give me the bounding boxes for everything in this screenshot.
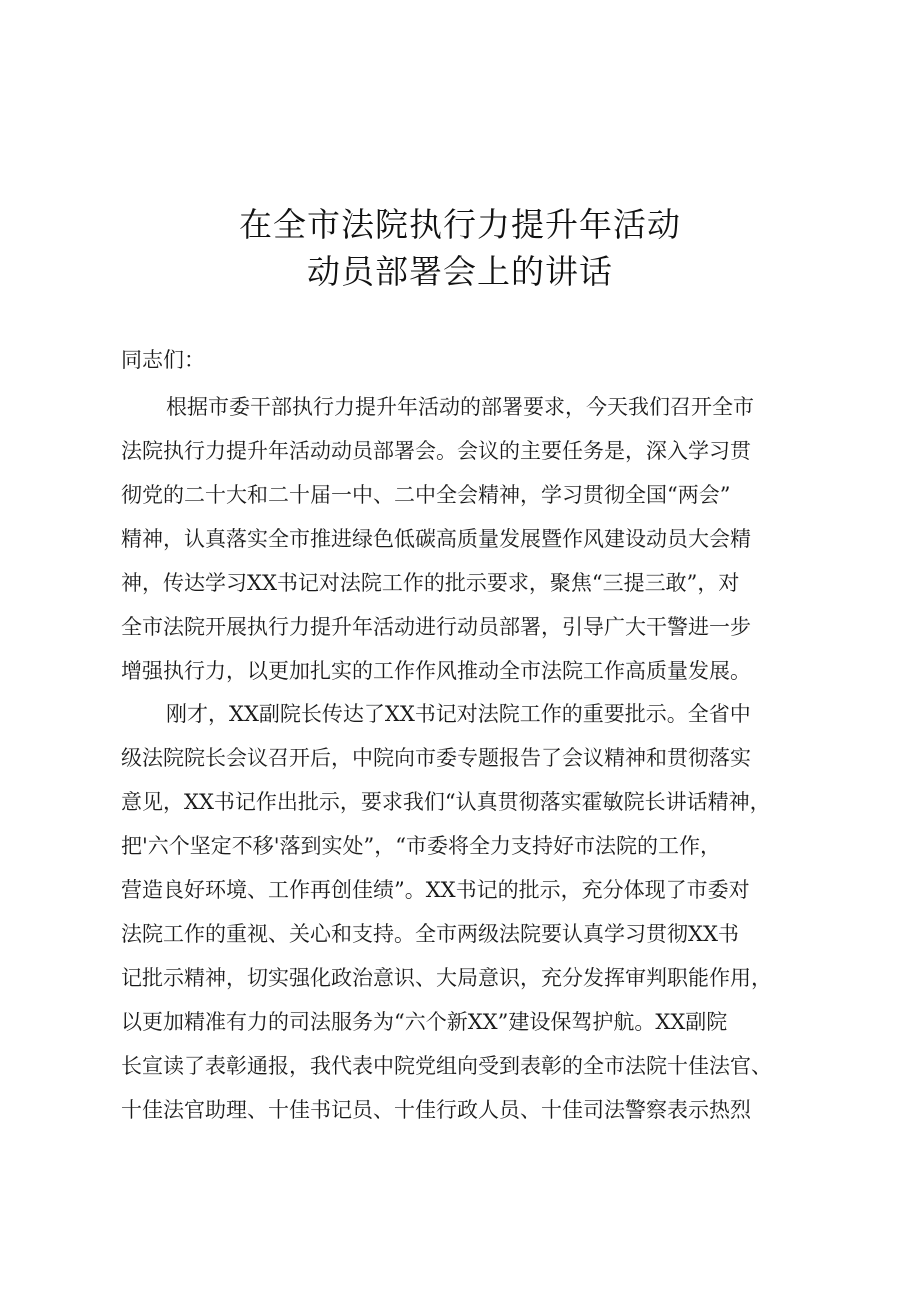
paragraph-line: 以更加精准有力的司法服务为“六个新XX”建设保驾护航。XX副院 (121, 1010, 728, 1034)
paragraph-line: 刚才，XX副院长传达了XX书记对法院工作的重要批示。全省中 (166, 702, 751, 726)
paragraph-line: 营造良好环境、工作再创佳绩”。XX书记的批示，充分体现了市委对 (121, 878, 750, 902)
document-title-line-1: 在全市法院执行力提升年活动 (239, 205, 681, 244)
paragraph-line: 精神，认真落实全市推进绿色低碳高质量发展暨作风建设动员大会精 (121, 527, 751, 551)
paragraph-line: 十佳法官助理、十佳书记员、十佳行政人员、十佳司法警察表示热烈 (121, 1098, 751, 1122)
paragraph-line: 根据市委干部执行力提升年活动的部署要求，今天我们召开全市 (166, 395, 754, 419)
paragraph-line: 把'六个坚定不移'落到实处”，“市委将全力支持好市法院的工作， (121, 834, 722, 858)
paragraph-line: 神，传达学习XX书记对法院工作的批示要求，聚焦“三提三敢”，对 (121, 571, 740, 595)
paragraph-1 (121, 385, 811, 693)
paragraph-line: 法院工作的重视、关心和支持。全市两级法院要认真学习贯彻XX书 (121, 922, 739, 946)
paragraph-line: 增强执行力，以更加扎实的工作作风推动全市法院工作高质量发展。 (121, 659, 751, 683)
paragraph-line: 意见，XX书记作出批示，要求我们“认真贯彻落实霍敏院长讲话精神， (121, 790, 771, 814)
document-title-line-2: 动员部署会上的讲话 (307, 252, 613, 291)
paragraph-line: 级法院院长会议召开后，中院向市委专题报告了会议精神和贯彻落实 (121, 746, 751, 770)
paragraph-line: 法院执行力提升年活动动员部署会。会议的主要任务是，深入学习贯 (121, 439, 751, 463)
paragraph-line: 彻党的二十大和二十届一中、二中全会精神，学习贯彻全国“两会” (121, 483, 731, 507)
paragraph-2 (121, 692, 811, 1132)
paragraph-line: 长宣读了表彰通报，我代表中院党组向受到表彰的全市法院十佳法官、 (121, 1054, 772, 1078)
salutation: 同志们： (121, 348, 205, 372)
paragraph-line: 全市法院开展执行力提升年活动进行动员部署，引导广大干警进一步 (121, 615, 751, 639)
paragraph-line: 记批示精神，切实强化政治意识、大局意识，充分发挥审判职能作用， (121, 966, 772, 990)
